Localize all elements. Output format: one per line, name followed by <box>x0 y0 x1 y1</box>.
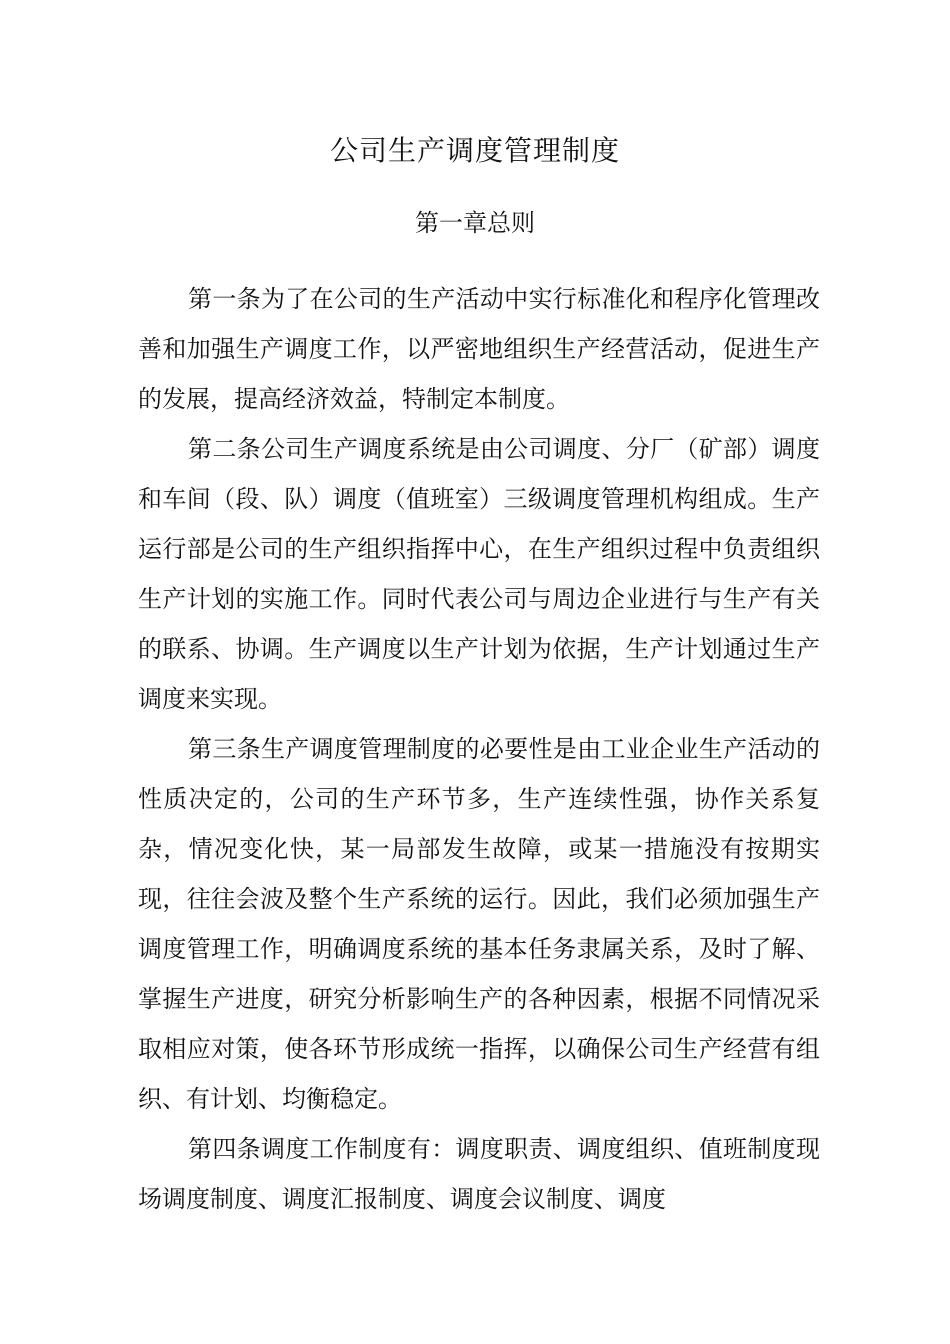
chapter-heading: 第一章总则 <box>415 209 535 237</box>
article-3-paragraph: 第三条生产调度管理制度的必要性是由工业企业生产活动的性质决定的，公司的生产环节多，生产连续性强，协作关系复杂，情况变化快，某一局部发生故障，或某一措施没有按期实现，往往会波及整个生产系统的运行。因此，我们必须加强生产调度管理工作，明确调度系统的基本任务隶属关系，及时了解、掌握生产进度，研究分析影响生产的各种因素，根据不同情况采取相应对策，使各环节形成统一指挥，以确保公司生产经营有组织、有计划、均衡稳定。 <box>138 735 820 1113</box>
article-1-paragraph: 第一条为了在公司的生产活动中实行标准化和程序化管理改善和加强生产调度工作，以严密地组织生产经营活动，促进生产的发展，提高经济效益，特制定本制度。 <box>138 285 820 413</box>
article-4-paragraph: 第四条调度工作制度有：调度职责、调度组织、值班制度现场调度制度、调度汇报制度、调度会议制度、调度 <box>138 1135 820 1213</box>
document-body <box>138 274 820 1224</box>
document-title: 公司生产调度管理制度 <box>329 134 620 167</box>
article-2-paragraph: 第二条公司生产调度系统是由公司调度、分厂（矿部）调度和车间（段、队）调度（值班室）三级调度管理机构组成。生产运行部是公司的生产组织指挥中心，在生产组织过程中负责组织生产计划的实施工作。同时代表公司与周边企业进行与生产有关的联系、协调。生产调度以生产计划为依据，生产计划通过生产调度来实现。 <box>138 435 820 713</box>
